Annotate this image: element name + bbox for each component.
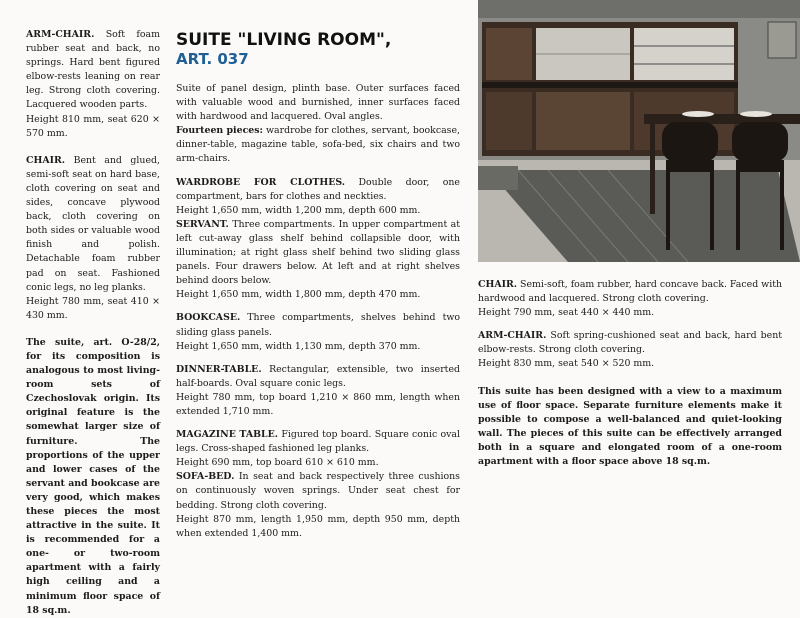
bookcase-heading: BOOKCASE. — [176, 312, 241, 324]
chair-entry-right — [478, 278, 782, 306]
chair-heading-right: CHAIR. — [478, 279, 518, 290]
servant-dimensions: Height 1,650 mm, width 1,800 mm, depth 470 mm. — [176, 289, 421, 301]
pieces-label: Fourteen pieces: — [176, 125, 263, 137]
living-room-photo — [478, 0, 800, 262]
armchair-entry — [26, 28, 160, 113]
armchair-description-right: Soft spring-cushioned seat and back, hard bent elbow-rests. Strong cloth covering. — [478, 330, 782, 356]
wall-unit-bookcase — [634, 28, 734, 80]
chair-description: Bent and glued, semi-soft seat on hard base, cloth covering on seat and sides, concave plywood back, cloth covering on both sides or valuable wood finish and polish. Detachable foam rubber pad on seat. Fashioned conic legs, no leg planks. — [26, 154, 161, 293]
magazine-table-description: Figured top board. Square conic oval legs. Cross-shaped fashioned leg planks. — [176, 429, 460, 455]
suite-design-note: This suite has been designed with a view to a maximum use of floor space. Separate furniture elements make it possible to compose a well-balanced and quiet-looking wall. The pieces of this suite can be effectively arranged both in a square and elongated room of a one-room apartment with a floor space above 18 sq.m. — [478, 385, 782, 468]
chair-entry — [26, 154, 160, 295]
plate — [682, 111, 714, 117]
pieces-text: wardrobe for clothes, servant, bookcase, dinner-table, magazine table, sofa-bed, six chairs and two arm-chairs. — [176, 125, 461, 165]
armchair-dimensions: Height 810 mm, seat 620 × 570 mm. — [26, 113, 160, 139]
suite-intro: Suite of panel design, plinth base. Outer surfaces faced with valuable wood and burnished, inner surfaces faced with hardwood and lacquered. Oval angles. — [176, 83, 460, 123]
chair-heading: CHAIR. — [26, 154, 66, 166]
sofa-bed-description: In seat and back respectively three cushions on continuously woven springs. Under seat chest for bedding. Strong cloth covering. — [176, 471, 460, 511]
wardrobe-description: Double door, one compartment, bars for clothes and neckties. — [176, 176, 460, 202]
wall-unit-lower-middle — [536, 92, 630, 150]
bookcase-description: Three compartments, shelves behind two sliding glass panels. — [176, 312, 461, 338]
article-number: ART. 037 — [176, 50, 249, 68]
sofa-bed-dimensions: Height 870 mm, length 1,950 mm, depth 950 mm, depth when extended 1,400 mm. — [176, 513, 460, 539]
magazine-table-dimensions: Height 690 mm, top board 610 × 610 mm. — [176, 457, 379, 469]
middle-column — [176, 30, 460, 541]
servant-heading: SERVANT. — [176, 218, 229, 230]
sofa-bed-heading: SOFA-BED. — [176, 471, 235, 483]
bookcase-dimensions: Height 1,650 mm, width 1,130 mm, depth 370 mm. — [176, 340, 421, 352]
armchair-heading-right: ARM-CHAIR. — [478, 330, 547, 342]
armchair-description: Soft foam rubber seat and back, no springs. Hard bent figured elbow-rests leaning on rear leg. Strong cloth covering. Lacquered wooden parts. — [26, 29, 160, 111]
floor-mat — [478, 166, 518, 190]
chair-description-right: Semi-soft, foam rubber, hard concave back. Faced with hardwood and lacquered. Strong cloth covering. — [478, 279, 782, 305]
dinner-table-description: Rectangular, extensible, two inserted half-boards. Oval square conic legs. — [176, 363, 460, 389]
wall-picture — [768, 22, 796, 58]
dinner-table-entry — [176, 363, 460, 391]
chair-dimensions: Height 780 mm, seat 410 × 430 mm. — [26, 295, 160, 321]
armchair-dimensions-right: Height 830 mm, seat 540 × 520 mm. — [478, 358, 655, 370]
wardrobe-heading: WARDROBE FOR CLOTHES. — [176, 176, 346, 188]
servant-entry — [176, 218, 460, 288]
wardrobe-dimensions: Height 1,650 mm, width 1,200 mm, depth 600 mm. — [176, 204, 421, 216]
armchair-entry-right — [478, 329, 782, 357]
magazine-table-entry — [176, 428, 460, 456]
bookcase-entry — [176, 311, 460, 339]
dinner-table-heading: DINNER-TABLE. — [176, 363, 262, 375]
suite-note: The suite, art. O-28/2, for its composition is analogous to most living-room sets of Czechoslovak origin. Its original feature is the somewhat larger size of furniture. The proportions of the upper and lower cases of the servant and bookcase are very good, which makes these pieces the most attractive in the suite. It is recommended for a one- or two-room apartment with a fairly high ceiling and a minimum floor space of 18 sq.m. — [26, 336, 160, 616]
plate — [740, 111, 772, 117]
pieces-list — [176, 124, 460, 166]
servant-description: Three compartments. In upper compartment at left cut-away glass shelf behind collapsible door, with illumination; at right glass shelf behind two sliding glass panels. Four drawers below. At left and at right shelves behind doors below. — [176, 218, 461, 287]
magazine-table-heading: MAGAZINE TABLE. — [176, 429, 279, 441]
dinner-table-dimensions: Height 780 mm, top board 1,210 × 860 mm, length when extended 1,710 mm. — [176, 391, 460, 417]
chair-dimensions-right: Height 790 mm, seat 440 × 440 mm. — [478, 307, 655, 319]
photo-ceiling — [478, 0, 800, 18]
sofa-bed-entry — [176, 470, 460, 512]
wardrobe-entry — [176, 176, 460, 204]
left-column — [26, 28, 160, 618]
right-column — [478, 278, 782, 469]
armchair-heading: ARM-CHAIR. — [26, 29, 95, 40]
wall-unit-lower-left — [486, 92, 532, 150]
wall-unit-left-door — [486, 28, 532, 80]
page-title: SUITE "LIVING ROOM", — [176, 30, 392, 50]
